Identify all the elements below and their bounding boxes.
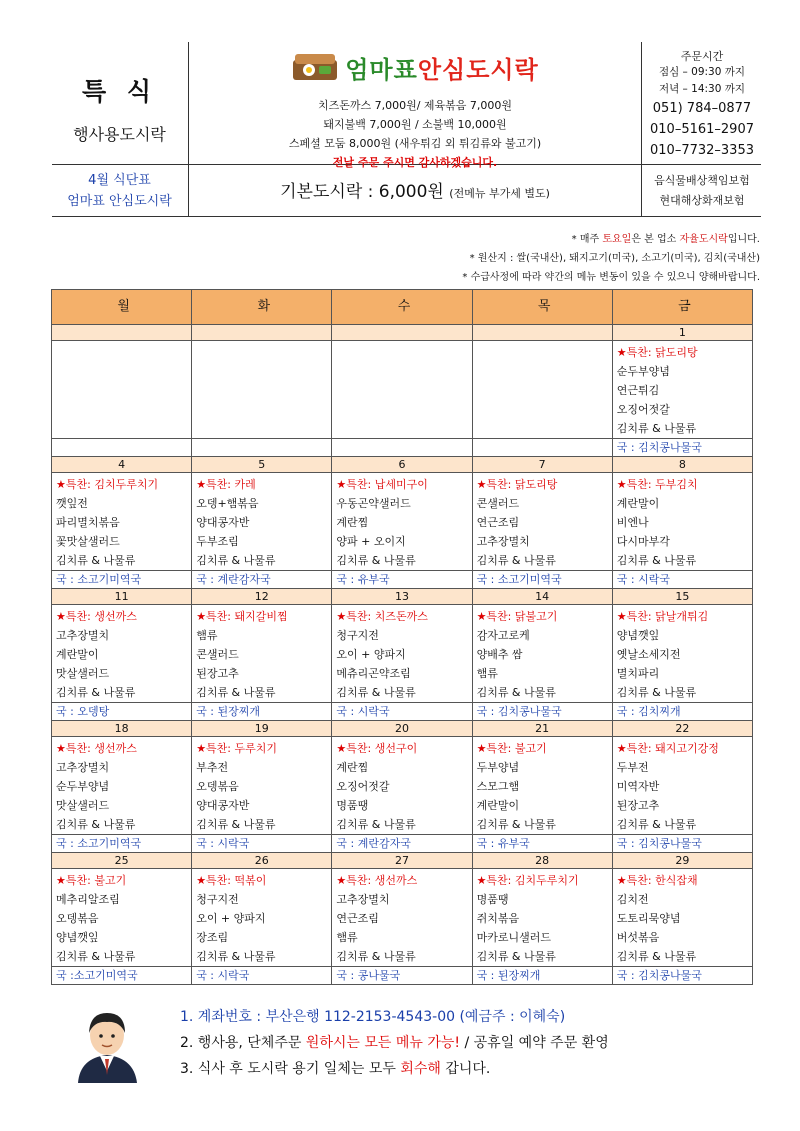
side-dish: 김치전 [616,893,649,906]
empty-line [477,343,612,362]
soup-of-day: 국 : 시락국 [612,571,752,589]
side-dish: 김치류 & 나물류 [196,686,276,699]
empty-line [336,343,471,362]
special-dish: ★특찬: 카레 [196,478,256,491]
side-dish: 맛살샐러드 [56,667,110,680]
side-dish: 김치류 & 나물류 [336,950,416,963]
empty-line [56,400,191,419]
side-dish: 장조림 [196,931,229,944]
note-origin: * 원산지 : 쌀(국내산), 돼지고기(미국), 소고기(미국), 김치(국내산) [469,253,760,264]
insurance-line: 음식물배상책임보험 [654,174,750,187]
side-dish: 김치류 & 나물류 [616,686,697,699]
day-number [192,325,332,341]
brand-part-b: 안심 [417,55,467,84]
side-dish: 김치류 & 나물류 [616,554,697,567]
week-menu-row [52,737,753,835]
empty-line [196,419,331,438]
side-dish: 오징어젓갈 [336,780,390,793]
day-number: 5 [192,457,332,473]
special-dish: ★특찬: 두부김치 [616,478,698,491]
soup-of-day: 국 : 시락국 [192,967,332,985]
day-menu-cell [612,341,752,439]
day-menu-cell [192,341,332,439]
day-number: 21 [472,721,612,737]
side-dish: 된장고추 [616,799,660,812]
week-day-row [52,589,753,605]
side-dish: 콘샐러드 [196,648,239,661]
side-dish: 김치류 & 나물류 [616,422,697,435]
order-time-title: 주문시간 [680,50,724,63]
notes [462,230,760,287]
special-dish: ★특찬: 돼지고기강정 [616,742,719,755]
special-dish: ★특찬: 납세미구이 [336,478,428,491]
day-number: 11 [52,589,192,605]
day-number: 1 [612,325,752,341]
day-number: 25 [52,853,192,869]
side-dish: 파리멸치볶음 [56,516,120,529]
week-day-row [52,457,753,473]
side-dish: 김치류 & 나물류 [616,950,697,963]
side-dish: 고추장멸치 [56,629,110,642]
day-number: 4 [52,457,192,473]
day-number: 8 [612,457,752,473]
side-dish: 김치류 & 나물류 [336,818,416,831]
day-number: 26 [192,853,332,869]
special-dish: ★특찬: 두루치기 [196,742,278,755]
side-dish: 김치류 & 나물류 [616,818,697,831]
day-menu-cell [52,341,192,439]
header-center [190,42,640,169]
soup-of-day: 국 : 콩나물국 [332,967,472,985]
day-number: 15 [612,589,752,605]
special-title: 특 식 [81,77,157,106]
side-dish: 오뎅볶음 [196,780,239,793]
account-info[interactable]: 1. 계좌번호 : 부산은행 112-2153-4543-00 (예금주 : 이혜숙) [180,1009,566,1025]
day-number: 29 [612,853,752,869]
side-dish: 맛살샐러드 [56,799,110,812]
day-number: 28 [472,853,612,869]
special-dish: ★특찬: 김치두루치기 [476,874,579,887]
side-dish: 연근조림 [336,912,379,925]
week-soup-row [52,571,753,589]
empty-line [56,343,191,362]
side-dish: 오이 + 양파지 [196,912,266,925]
side-dish: 양념깻잎 [56,931,99,944]
side-dish: 메추리알조림 [56,893,120,906]
day-number [332,325,472,341]
week-soup-row [52,439,753,457]
soup-of-day: 국 : 김치찌개 [612,703,752,721]
day-number: 13 [332,589,472,605]
day-menu-cell [52,605,192,703]
week-menu-row [52,341,753,439]
price-line: 돼지불백 7,000원 / 소불백 10,000원 [323,118,507,131]
day-number: 7 [472,457,612,473]
week-menu-row [52,605,753,703]
month-label: 4월 식단표 [88,173,151,188]
soup-of-day: 국 : 계란감자국 [192,571,332,589]
special-dish: ★특찬: 김치두루치기 [56,478,159,491]
day-number [52,325,192,341]
side-dish: 콘샐러드 [476,497,520,510]
day-menu-cell [472,473,612,571]
staff-avatar [70,1003,145,1083]
special-dish: ★특찬: 닭날개튀김 [616,610,709,623]
side-dish: 계란말이 [56,648,99,661]
side-dish: 도토리묵양념 [616,912,681,925]
side-dish: 햄류 [196,629,218,642]
side-dish: 다시마부각 [616,535,670,548]
day-menu-cell [192,737,332,835]
dinner-time: 저녁 – 14:30 까지 [658,83,746,95]
day-menu-cell [332,341,472,439]
side-dish: 김치류 & 나물류 [476,686,556,699]
side-dish: 햄류 [336,931,358,944]
side-dish: 비엔나 [616,516,649,529]
soup-of-day: 국 : 시락국 [332,703,472,721]
weekday-header [52,290,753,325]
day-menu-cell [332,869,472,967]
soup-of-day [472,439,612,457]
day-number: 19 [192,721,332,737]
day-number: 18 [52,721,192,737]
side-dish: 순두부양념 [616,365,670,378]
note-change: * 수급사정에 따라 약간의 메뉴 변동이 있을 수 있으니 양해바랍니다. [462,272,760,283]
day-menu-cell [332,737,472,835]
footer [180,1004,609,1082]
side-dish: 김치류 & 나물류 [56,950,136,963]
day-menu-cell [612,737,752,835]
special-dish: ★특찬: 한식잡채 [616,874,698,887]
empty-line [477,362,612,381]
day-number [472,325,612,341]
special-dish: ★특찬: 생선까스 [56,610,137,623]
empty-line [196,400,331,419]
special-dish: ★특찬: 생선까스 [336,874,418,887]
brand-label: 엄마표 안심도시락 [67,194,172,209]
soup-of-day: 국 : 김치콩나물국 [472,703,612,721]
side-dish: 김치류 & 나물류 [336,686,416,699]
side-dish: 오징어젓갈 [616,403,670,416]
side-dish: 고추장멸치 [476,535,530,548]
side-dish: 연근조림 [476,516,520,529]
week-soup-row [52,835,753,853]
soup-of-day: 국 : 오뎅탕 [52,703,192,721]
side-dish: 두부조림 [196,535,239,548]
brand-logo [190,50,640,84]
side-dish: 옛날소세지전 [616,648,681,661]
day-number: 27 [332,853,472,869]
special-dish: ★특찬: 닭불고기 [476,610,558,623]
side-dish: 김치류 & 나물류 [56,686,136,699]
day-menu-cell [612,605,752,703]
soup-of-day: 국 : 김치콩나물국 [612,439,752,457]
empty-line [56,381,191,400]
special-dish: ★특찬: 닭도리탕 [476,478,558,491]
soup-of-day: 국 : 된장찌개 [192,703,332,721]
soup-of-day: 국 : 유부국 [472,835,612,853]
side-dish: 명품땡 [476,893,509,906]
soup-of-day [332,439,472,457]
weekday-tue: 화 [192,290,332,325]
phone-number[interactable]: 010–7732–3353 [650,143,754,158]
phone-number[interactable]: 051) 784–0877 [652,101,752,116]
special-dish: ★특찬: 생선구이 [336,742,418,755]
side-dish: 청구지전 [196,893,239,906]
side-dish: 쥐치볶음 [476,912,520,925]
side-dish: 양배추 쌈 [476,648,523,661]
day-menu-cell [52,473,192,571]
soup-of-day: 국 : 유부국 [332,571,472,589]
vat-note: (전메뉴 부가세 별도) [449,187,550,200]
week-day-row [52,325,753,341]
side-dish: 김치류 & 나물류 [56,554,136,567]
side-dish: 미역자반 [616,780,660,793]
empty-line [336,362,471,381]
side-dish: 김치류 & 나물류 [476,818,556,831]
day-menu-cell [612,869,752,967]
weekday-thu: 목 [472,290,612,325]
day-menu-cell [472,869,612,967]
side-dish: 오뎅+햄볶음 [196,497,259,510]
day-menu-cell [472,737,612,835]
side-dish: 양파 + 오이지 [336,535,406,548]
soup-of-day: 국 : 된장찌개 [472,967,612,985]
side-dish: 김치류 & 나물류 [196,950,276,963]
weekday-wed: 수 [332,290,472,325]
basic-price [190,166,640,216]
soup-of-day: 국 : 김치콩나물국 [612,967,752,985]
side-dish: 우동곤약샐러드 [336,497,411,510]
empty-line [196,362,331,381]
event-title: 행사용도시락 [73,125,166,144]
side-dish: 오이 + 양파지 [336,648,406,661]
empty-line [336,419,471,438]
empty-line [56,419,191,438]
day-menu-cell [52,737,192,835]
lunch-time: 점심 – 09:30 까지 [658,66,746,78]
month-box [52,166,187,220]
price-line: 스페셜 모둠 8,000원 (새우튀김 외 튀김류와 불고기) [288,137,542,150]
week-soup-row [52,703,753,721]
soup-of-day: 국 : 시락국 [192,835,332,853]
day-menu-cell [192,869,332,967]
day-menu-cell [612,473,752,571]
side-dish: 마카로니샐러드 [476,931,551,944]
header-right [643,42,761,164]
side-dish: 김치류 & 나물류 [196,818,276,831]
empty-line [56,362,191,381]
note-saturday: * 매주 토요일은 본 업소 자율도시락입니다. [571,234,760,245]
order-notice: 전날 주문 주시면 감사하겠습니다. [332,156,498,169]
side-dish: 순두부양념 [56,780,110,793]
return-info: 3. 식사 후 도시락 용기 일체는 모두 회수해 갑니다. [180,1061,491,1077]
lunchbox-icon [291,52,339,82]
side-dish: 계란말이 [616,497,660,510]
header-left [52,42,187,162]
day-number: 12 [192,589,332,605]
empty-line [336,381,471,400]
soup-of-day: 국 : 김치콩나물국 [612,835,752,853]
side-dish: 스모그햄 [476,780,520,793]
special-dish: ★특찬: 치즈돈까스 [336,610,428,623]
side-dish: 김치류 & 나물류 [196,554,276,567]
side-dish: 계란말이 [476,799,520,812]
soup-of-day: 국 :소고기미역국 [52,967,192,985]
side-dish: 청구지전 [336,629,379,642]
side-dish: 메츄리곤약조림 [336,667,411,680]
side-dish: 계란찜 [336,516,369,529]
insurance-line: 현대해상화재보험 [659,194,745,207]
empty-line [477,419,612,438]
soup-of-day: 국 : 소고기미역국 [52,571,192,589]
menu-table [51,289,753,985]
special-dish: ★특찬: 불고기 [56,874,127,887]
side-dish: 양대콩자반 [196,516,250,529]
side-dish: 두부양념 [476,761,520,774]
price-line: 치즈돈까스 7,000원/ 제육볶음 7,000원 [317,99,513,112]
soup-of-day: 국 : 계란감자국 [332,835,472,853]
soup-of-day: 국 : 소고기미역국 [52,835,192,853]
side-dish: 계란찜 [336,761,369,774]
empty-line [196,343,331,362]
week-menu-row [52,869,753,967]
day-number: 14 [472,589,612,605]
empty-line [196,381,331,400]
day-menu-cell [472,605,612,703]
side-dish: 두부전 [616,761,649,774]
day-menu-cell [332,605,472,703]
special-dish: ★특찬: 불고기 [476,742,547,755]
day-menu-cell [332,473,472,571]
soup-of-day [52,439,192,457]
side-dish: 멸치파리 [616,667,660,680]
weekday-fri: 금 [612,290,752,325]
week-soup-row [52,967,753,985]
day-number: 20 [332,721,472,737]
side-dish: 버섯볶음 [616,931,660,944]
special-dish: ★특찬: 돼지갈비찜 [196,610,288,623]
side-dish: 깻잎전 [56,497,88,510]
side-dish: 김치류 & 나물류 [56,818,136,831]
side-dish: 연근튀김 [616,384,660,397]
week-day-row [52,853,753,869]
special-dish: ★특찬: 생선까스 [56,742,137,755]
phone-number[interactable]: 010–5161–2907 [650,122,754,137]
basic-label: 기본도시락 : 6,000원 [280,182,444,202]
empty-line [336,400,471,419]
soup-of-day: 국 : 소고기미역국 [472,571,612,589]
side-dish: 김치류 & 나물류 [476,554,556,567]
side-dish: 양대콩자반 [196,799,250,812]
empty-line [477,400,612,419]
special-dish: ★특찬: 닭도리탕 [616,346,698,359]
week-day-row [52,721,753,737]
insurance-box [643,166,761,221]
empty-line [477,381,612,400]
day-number: 22 [612,721,752,737]
side-dish: 고추장멸치 [336,893,390,906]
week-menu-row [52,473,753,571]
day-menu-cell [192,473,332,571]
side-dish: 김치류 & 나물류 [476,950,556,963]
group-order-info: 2. 행사용, 단체주문 원하시는 모든 메뉴 가능! / 공휴일 예약 주문 환영 [180,1035,609,1051]
weekday-mon: 월 [52,290,192,325]
side-dish: 된장고추 [196,667,239,680]
side-dish: 부추전 [196,761,229,774]
day-menu-cell [472,341,612,439]
side-dish: 햄류 [476,667,498,680]
side-dish: 꽃맛살샐러드 [56,535,120,548]
day-menu-cell [52,869,192,967]
side-dish: 감자고로케 [476,629,530,642]
day-menu-cell [192,605,332,703]
side-dish: 양념깻잎 [616,629,660,642]
side-dish: 고추장멸치 [56,761,110,774]
soup-of-day [192,439,332,457]
side-dish: 명품땡 [336,799,369,812]
brand-part-a: 엄마표 [345,55,418,84]
side-dish: 김치류 & 나물류 [336,554,416,567]
side-dish: 오뎅볶음 [56,912,99,925]
day-number: 6 [332,457,472,473]
special-dish: ★특찬: 떡볶이 [196,874,267,887]
brand-part-c: 도시락 [466,55,539,84]
